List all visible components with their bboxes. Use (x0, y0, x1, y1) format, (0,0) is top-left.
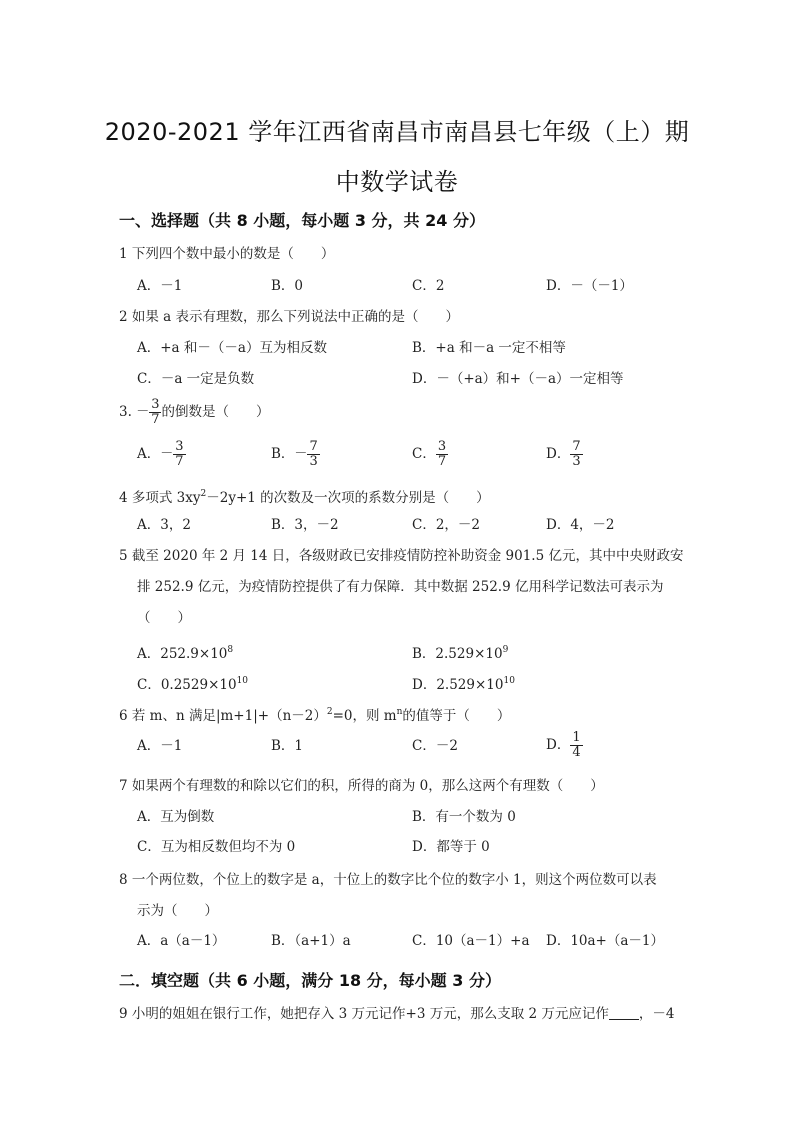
question-7-option-c: C．互为相反数但均不为 0 (137, 839, 296, 855)
question-1-option-d: D．－（－1） (546, 278, 633, 294)
fraction-denominator: 7 (175, 454, 184, 469)
option-text: C．0.2529×10 (137, 677, 237, 693)
option-text: D．2.529×10 (412, 677, 504, 693)
fraction-denominator: 3 (309, 454, 318, 469)
question-8-option-c: C．10（a－1）+a (412, 933, 530, 949)
option-fraction (307, 440, 319, 469)
question-6-option-b: B．1 (271, 738, 304, 754)
option-minus: － (294, 446, 308, 462)
exponent: 2 (326, 707, 333, 717)
question-3-option-b (271, 440, 320, 469)
question-3-minus: － (136, 404, 150, 420)
option-fraction (570, 440, 582, 469)
question-2-option-c: C．－a 一定是负数 (137, 371, 255, 387)
fraction-numerator: 3 (151, 397, 160, 412)
section-heading-choice: 一、选择题（共 8 小题，每小题 3 分，共 24 分） (119, 211, 485, 230)
question-1-option-b: B．0 (271, 278, 304, 294)
stem-part: 6 若 m、n 满足|m+1|+（n－2） (119, 708, 327, 724)
question-8-stem-line1: 8 一个两位数，个位上的数字是 a，十位上的数字比个位的数字小 1，则这个两位数可以表 (119, 872, 657, 888)
option-fraction (436, 440, 448, 469)
stem-part: 4 多项式 3xy (119, 490, 201, 506)
question-4-option-a: A．3，2 (137, 517, 191, 533)
option-fraction (570, 731, 582, 760)
question-7-option-b: B．有一个数为 0 (412, 809, 516, 825)
stem-part: －2y+1 的次数及一次项的系数分别是（ ） (206, 490, 490, 506)
fraction-numerator: 1 (572, 730, 581, 745)
stem-part: ，－4 (638, 1006, 675, 1022)
question-4-option-b: B．3，－2 (271, 517, 339, 533)
fraction-denominator: 7 (151, 412, 160, 427)
question-2-stem: 2 如果 a 表示有理数，那么下列说法中正确的是（ ） (119, 309, 460, 325)
question-6-option-c: C．－2 (412, 738, 458, 754)
answer-blank[interactable] (609, 1005, 639, 1020)
option-label: D． (546, 737, 571, 753)
question-7-stem: 7 如果两个有理数的和除以它们的积，所得的商为 0，那么这两个有理数（ ） (119, 778, 604, 794)
stem-part: 的值等于（ ） (402, 708, 511, 724)
question-5-option-b (412, 641, 508, 663)
option-label: B． (271, 446, 295, 462)
question-5-option-d (412, 672, 515, 694)
question-5-option-a (137, 641, 233, 663)
question-3-fraction (149, 398, 161, 427)
question-1-option-c: C．2 (412, 278, 445, 294)
option-minus: － (160, 446, 174, 462)
question-8-option-b: B．（a+1）a (271, 933, 351, 949)
option-text: B．2.529×10 (412, 646, 503, 662)
exam-title-line1: 2020-2021 学年江西省南昌市南昌县七年级（上）期 (104, 118, 690, 146)
question-2-option-b: B．+a 和－a 一定不相等 (412, 340, 566, 356)
question-3-number: 3. (119, 404, 132, 420)
question-2-option-a: A．+a 和－（－a）互为相反数 (137, 340, 327, 356)
question-3-suffix: 的倒数是（ ） (161, 404, 270, 420)
question-5-stem-line2: 排 252.9 亿元，为疫情防控提供了有力保障．其中数据 252.9 亿用科学记数法可表示为 (137, 579, 664, 595)
option-label: D． (546, 446, 571, 462)
question-4-stem (119, 485, 490, 507)
question-2-option-d: D．－（+a）和+（－a）一定相等 (412, 371, 624, 387)
fraction-numerator: 3 (437, 439, 447, 454)
question-3-option-c (412, 440, 448, 469)
question-7-option-a: A．互为倒数 (137, 809, 215, 825)
fraction-numerator: 7 (572, 439, 581, 454)
section-heading-fill-in: 二．填空题（共 6 小题，满分 18 分，每小题 3 分） (119, 971, 501, 990)
fraction-denominator: 4 (572, 745, 581, 760)
exponent: 2 (200, 489, 207, 499)
stem-part: =0，则 m (332, 708, 397, 724)
question-4-option-c: C．2，－2 (412, 517, 481, 533)
fraction-denominator: 7 (437, 454, 447, 469)
fraction-numerator: 3 (175, 439, 184, 454)
question-3-option-a (137, 440, 186, 469)
exponent: 10 (236, 676, 249, 686)
option-fraction (173, 440, 185, 469)
exponent: 8 (227, 645, 234, 655)
exponent: n (396, 707, 403, 717)
question-1-stem: 1 下列四个数中最小的数是（ ） (119, 246, 335, 262)
option-label: A． (137, 446, 161, 462)
stem-part: 9 小明的姐姐在银行工作，她把存入 3 万元记作+3 万元，那么支取 2 万元应记作 (119, 1006, 609, 1022)
question-7-option-d: D．都等于 0 (412, 839, 490, 855)
question-6-option-d (546, 731, 583, 760)
question-5-stem-line1: 5 截至 2020 年 2 月 14 日，各级财政已安排疫情防控补助资金 901.5 亿元，其中中央财政安 (119, 548, 684, 564)
fraction-numerator: 7 (309, 439, 318, 454)
question-8-option-a: A．a（a－1） (137, 933, 226, 949)
question-3-option-d (546, 440, 583, 469)
question-5-option-c (137, 672, 248, 694)
question-8-option-d: D．10a+（a－1） (546, 933, 664, 949)
question-1-option-a: A．－1 (137, 278, 183, 294)
fraction-denominator: 3 (572, 454, 581, 469)
option-label: C． (412, 446, 436, 462)
question-6-option-a: A．－1 (137, 738, 183, 754)
question-6-stem (119, 703, 510, 725)
option-text: A．252.9×10 (137, 646, 228, 662)
question-3-stem (119, 398, 269, 427)
exam-title-line2: 中数学试卷 (335, 168, 459, 196)
exponent: 9 (502, 645, 509, 655)
question-8-stem-line2: 示为（ ） (137, 903, 218, 919)
question-9-stem (119, 1005, 675, 1023)
exponent: 10 (503, 676, 515, 686)
question-4-option-d: D．4，－2 (546, 517, 615, 533)
question-5-stem-line3: （ ） (137, 610, 191, 626)
